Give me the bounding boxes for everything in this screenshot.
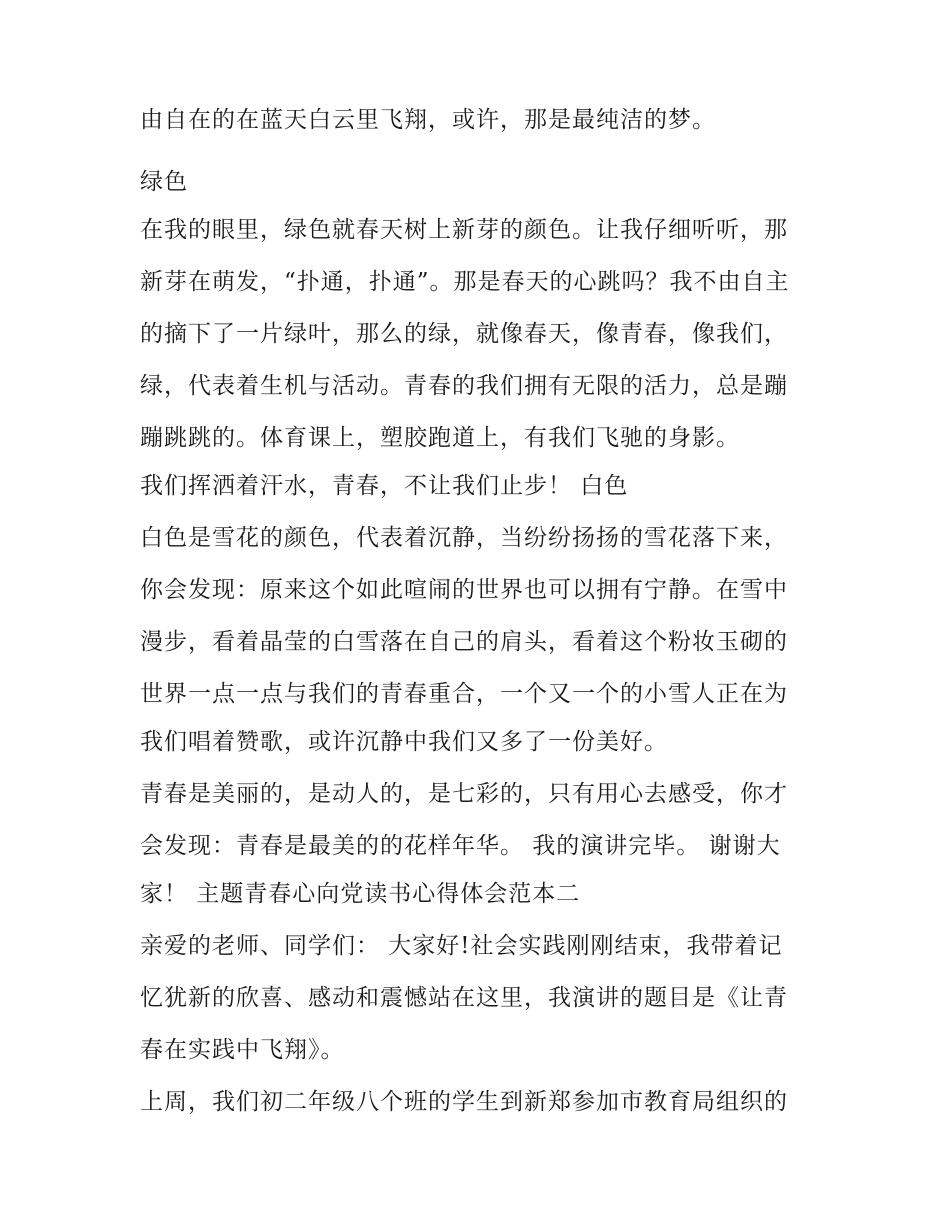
text-line: 忆犹新的欣喜、感动和震憾站在这里，我演讲的题目是《让青 (140, 985, 788, 1011)
text-line: 由自在的在蓝天白云里飞翔，或许，那是最纯洁的梦。 (140, 107, 716, 133)
text-line: 白色是雪花的颜色，代表着沉静，当纷纷扬扬的雪花落下来， (140, 525, 788, 551)
text-line: 绿，代表着生机与活动。青春的我们拥有无限的活力，总是蹦 (140, 373, 788, 399)
text-line: 会发现：青春是最美的的花样年华。 我的演讲完毕。 谢谢大 (140, 833, 781, 859)
text-line: 春在实践中飞翔》。 (140, 1037, 345, 1063)
text-line: 家！ 主题青春心向党读书心得体会范本二 (140, 881, 581, 907)
text-line: 的摘下了一片绿叶，那么的绿，就像春天，像青春，像我们， (140, 321, 788, 347)
text-line: 青春是美丽的，是动人的，是七彩的，只有用心去感受，你才 (140, 781, 788, 807)
text-line: 我们挥洒着汗水，青春，不让我们止步！ 白色 (140, 473, 629, 499)
section-heading-green: 绿色 (140, 169, 188, 195)
text-line: 亲爱的老师、同学们： 大家好!社会实践刚刚结束，我带着记 (140, 933, 783, 959)
text-line: 我们唱着赞歌，或许沉静中我们又多了一份美好。 (140, 729, 668, 755)
text-line: 上周，我们初二年级八个班的学生到新郑参加市教育局组织的 (140, 1089, 788, 1115)
text-line: 世界一点一点与我们的青春重合，一个又一个的小雪人正在为 (140, 681, 788, 707)
text-line: 漫步，看着晶莹的白雪落在自己的肩头，看着这个粉妆玉砌的 (140, 629, 788, 655)
text-line: 你会发现：原来这个如此喧闹的世界也可以拥有宁静。在雪中 (140, 577, 788, 603)
text-line: 在我的眼里，绿色就春天树上新芽的颜色。让我仔细听听，那 (140, 217, 788, 243)
text-line: 蹦跳跳的。体育课上，塑胶跑道上，有我们飞驰的身影。 (140, 425, 740, 451)
text-line: 新芽在萌发，“扑通，扑通”。那是春天的心跳吗？我不由自主 (140, 269, 790, 295)
